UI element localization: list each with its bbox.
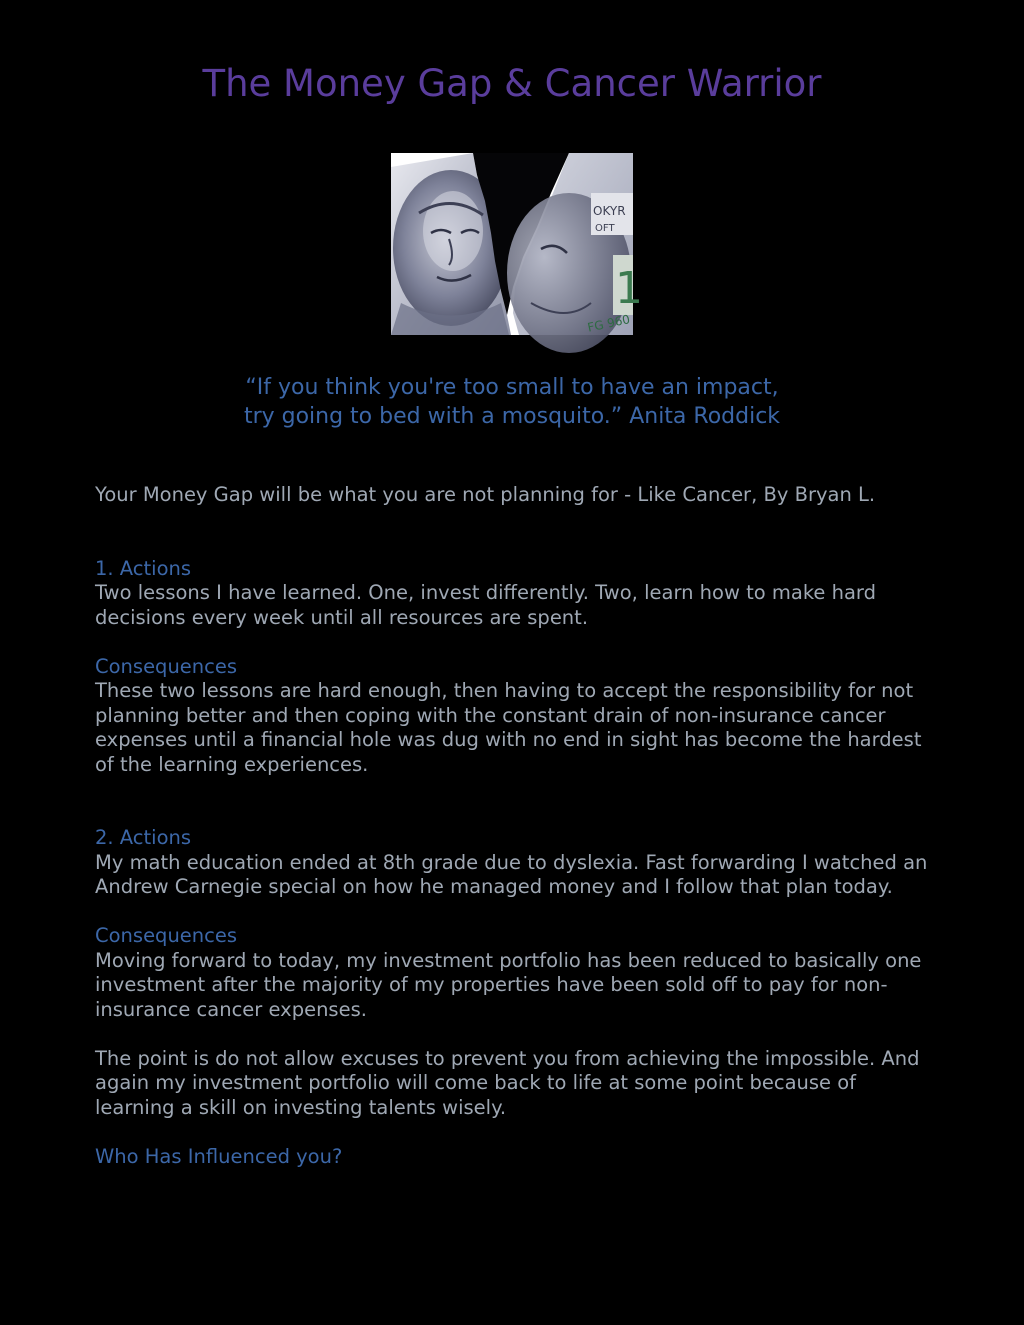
intro-text: Your Money Gap will be what you are not planning for - Like Cancer, By Bryan L.: [95, 483, 876, 506]
page-title: The Money Gap & Cancer Warrior: [202, 62, 822, 105]
article-body: [95, 483, 935, 1169]
section-2-consequences-text: Moving forward to today, my investment portfolio has been reduced to basically one investment after the majority of my properties have been sold off to pay for non-insurance cancer expenses.: [95, 948, 922, 1021]
closing-text: The point is do not allow excuses to prevent you from achieving the impossible. And again my investment portfolio will come back to life at some point because of learning a skill on investing talents wisely.: [95, 1046, 920, 1119]
quote-line-1: “If you think you're too small to have an impact,: [245, 375, 779, 400]
who-has-influenced-link[interactable]: Who Has Influenced you?: [95, 1144, 343, 1168]
section-1-consequences-heading: Consequences: [95, 654, 238, 678]
section-1-consequences-text: These two lessons are hard enough, then having to accept the responsibility for not planning better and then coping with the constant drain of non-insurance cancer expenses until a financial hole was dug with no end in sight has become the hardest of the learning experiences.: [95, 679, 922, 776]
section-1-actions-heading: 1. Actions: [95, 556, 192, 580]
section-1-actions-text: Two lessons I have learned. One, invest differently. Two, learn how to make hard decisions every week until all resources are spent.: [95, 581, 876, 629]
torn-hundred-dollar-bill-image: [391, 153, 643, 335]
svg-text:FG 960: FG 960: [586, 312, 632, 335]
svg-text:1: 1: [615, 263, 643, 314]
svg-text:OFT: OFT: [595, 223, 615, 234]
section-2-actions-text: My math education ended at 8th grade due to dyslexia. Fast forwarding I watched an Andrew Carnegie special on how he managed money and I follow that plan today.: [95, 850, 928, 898]
section-2-consequences-heading: Consequences: [95, 924, 238, 947]
quote: [0, 373, 1024, 431]
quote-line-2: try going to bed with a mosquito.” Anita Roddick: [243, 404, 781, 429]
svg-text:OKYR: OKYR: [593, 204, 626, 218]
section-2-actions-heading: 2. Actions: [95, 826, 192, 849]
